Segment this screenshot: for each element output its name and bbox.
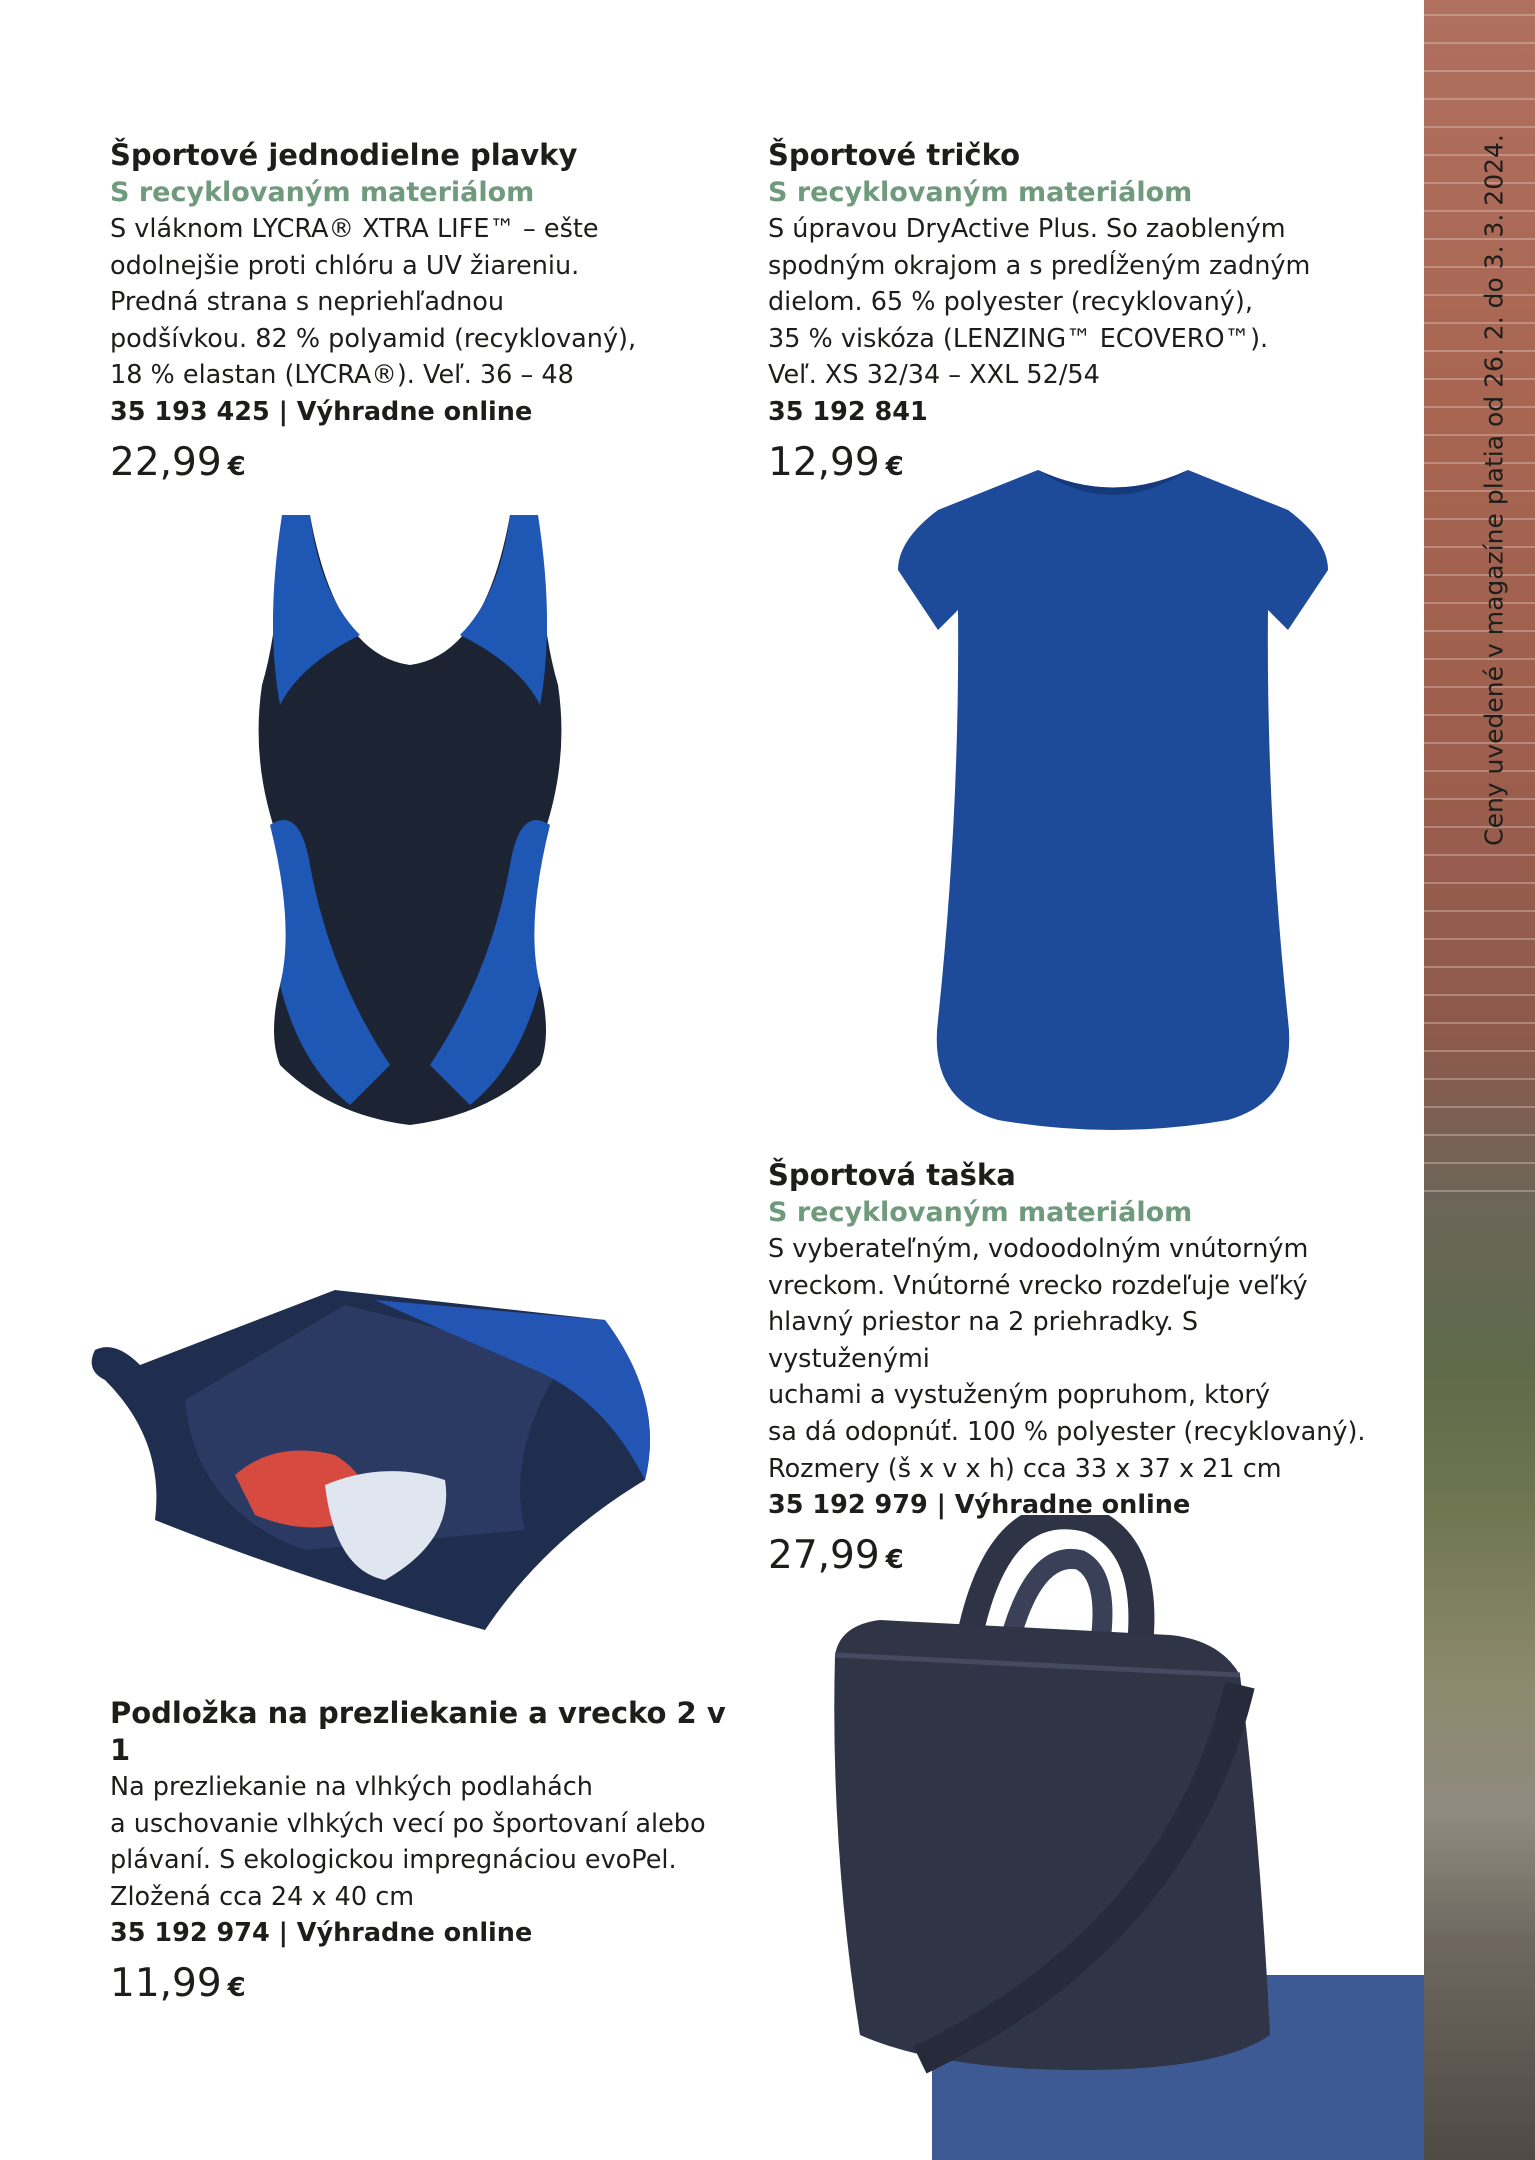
product-description: S vláknom LYCRA® XTRA LIFE™ – ešte odolnejšie proti chlóru a UV žiareniu. Predná strana s nepriehľadnou podšívkou. 82 % polyamid (recyklovaný), 18 % elastan (LYCRA®). Veľ. 36 – 48 bbox=[110, 214, 637, 391]
brick-line bbox=[1424, 1134, 1535, 1136]
product-code: 35 192 841 bbox=[768, 396, 928, 427]
product-subtitle: S recyklovaným materiálom bbox=[768, 1197, 1193, 1228]
product-tshirt bbox=[768, 137, 1368, 490]
product-code: 35 193 425 | Výhradne online bbox=[110, 396, 533, 427]
product-title: Športové jednodielne plavky bbox=[110, 138, 578, 172]
brick-line bbox=[1424, 910, 1535, 912]
brick-line bbox=[1424, 1106, 1535, 1108]
brick-line bbox=[1424, 1190, 1535, 1192]
brick-line bbox=[1424, 994, 1535, 996]
product-description: S vyberateľným, vodoodolným vnútorným vreckom. Vnútorné vrecko rozdeľuje veľký hlavný priestor na 2 priehradky. S vystuženými uchami a vystuženým popruhom, ktorý sa dá odopnúť. 100 % polyester (recyklovaný). Rozmery (š x v x h) cca 33 x 37 x 21 cm bbox=[768, 1234, 1366, 1484]
brick-line bbox=[1424, 854, 1535, 856]
product-code: 35 192 979 | Výhradne online bbox=[768, 1490, 1191, 1521]
product-subtitle: S recyklovaným materiálom bbox=[768, 177, 1193, 208]
brick-line bbox=[1424, 882, 1535, 884]
product-price: 11,99 € bbox=[110, 1961, 246, 2007]
bag-image bbox=[820, 1515, 1280, 2075]
brick-line bbox=[1424, 966, 1535, 968]
product-title: Športové tričko bbox=[768, 138, 1021, 172]
product-subtitle: S recyklovaným materiálom bbox=[110, 177, 535, 208]
product-code: 35 192 974 | Výhradne online bbox=[110, 1918, 533, 1949]
price-validity-note: Ceny uvedené v magazíne platia od 26. 2. do 3. 3. 2024. bbox=[1479, 134, 1509, 846]
brick-line bbox=[1424, 938, 1535, 940]
brick-line bbox=[1424, 1078, 1535, 1080]
product-price: 27,99 € bbox=[768, 1533, 904, 1579]
product-price: 22,99 € bbox=[110, 439, 246, 485]
brick-line bbox=[1424, 1162, 1535, 1164]
brick-line bbox=[1424, 98, 1535, 100]
product-description: Na prezliekanie na vlhkých podlahách a uschovanie vlhkých vecí po športovaní alebo plávaní. S ekologickou impregnáciou evoPel. Zložená cca 24 x 40 cm bbox=[110, 1772, 706, 1912]
brick-line bbox=[1424, 14, 1535, 16]
swimsuit-image bbox=[240, 505, 580, 1145]
brick-line bbox=[1424, 1022, 1535, 1024]
brick-line bbox=[1424, 70, 1535, 72]
product-title: Podložka na prezliekanie a vrecko 2 v 1 bbox=[110, 1696, 726, 1767]
product-price: 12,99 € bbox=[768, 439, 904, 485]
tshirt-image bbox=[888, 460, 1338, 1130]
brick-line bbox=[1424, 42, 1535, 44]
pouch-image bbox=[85, 1280, 685, 1630]
product-description: S úpravou DryActive Plus. So zaobleným spodným okrajom a s predĺženým zadným dielom. 65 % polyester (recyklovaný), 35 % viskóza (LENZING™ ECOVERO™). Veľ. XS 32/34 – XXL 52/54 bbox=[768, 214, 1311, 391]
brick-line bbox=[1424, 1050, 1535, 1052]
product-title: Športová taška bbox=[768, 1158, 1016, 1192]
product-swimsuit bbox=[110, 137, 670, 490]
product-changing-mat bbox=[110, 1695, 730, 2011]
brick-line bbox=[1424, 126, 1535, 128]
